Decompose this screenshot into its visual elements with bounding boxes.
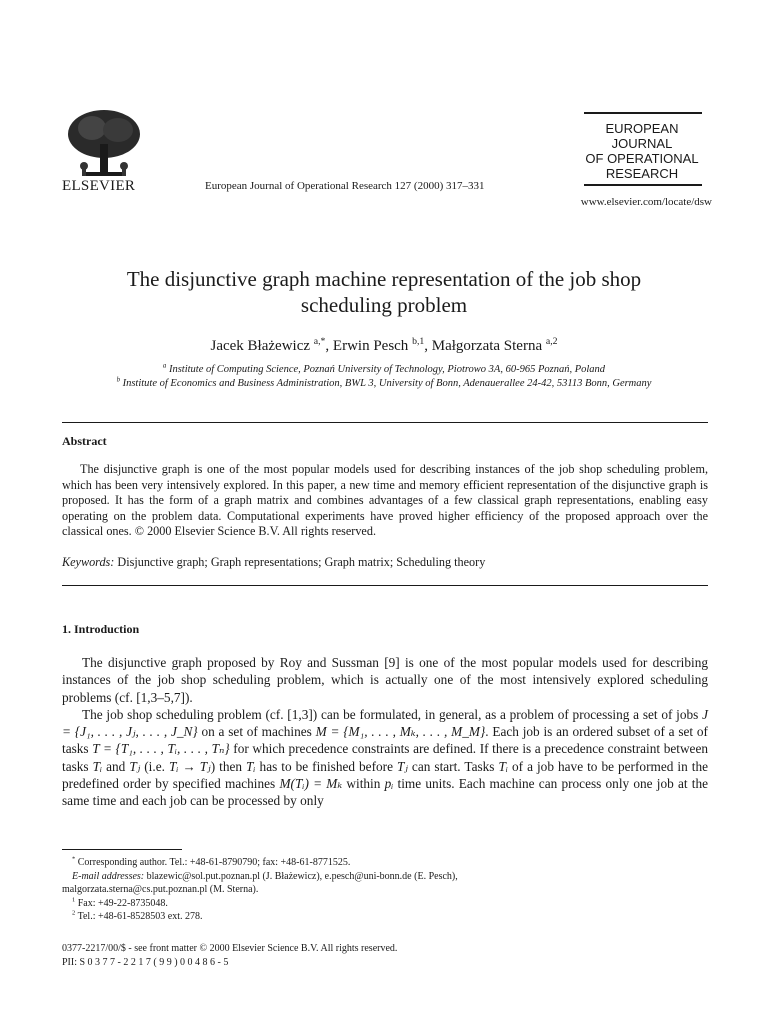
journal-logo-text — [572, 121, 712, 181]
abstract-top-rule — [62, 422, 708, 423]
publisher-name: ELSEVIER — [62, 178, 136, 194]
footnote-rule — [62, 849, 182, 850]
footnote-mark: 2 — [72, 909, 76, 917]
math-expression: Tᵢ — [498, 758, 508, 774]
journal-logo-bottom-rule — [584, 184, 702, 186]
keywords-text: Disjunctive graph; Graph representations; Graph matrix; Scheduling theory — [117, 555, 486, 569]
paper-title — [50, 266, 718, 318]
footnote — [62, 883, 708, 897]
math-expression: M = {M₁, . . . , Mₖ, . . . , M_M} — [315, 724, 486, 740]
math-expression: J = {J₁, . . . , Jⱼ, . . . , J_N} — [62, 706, 708, 740]
math-expression: Tᵢ — [92, 758, 103, 774]
math-expression: Tᵢ — [246, 758, 256, 774]
journal-logo-line: EUROPEAN — [605, 121, 679, 136]
math-expression: Tⱼ — [397, 758, 408, 774]
text-run: and — [102, 758, 130, 774]
abstract-bottom-rule — [62, 585, 708, 586]
author-affiliation-mark: a,* — [313, 336, 326, 347]
author-affiliation-mark: b,1 — [412, 336, 425, 347]
footnote-label: E-mail addresses: — [72, 870, 145, 882]
journal-logo-top-rule — [584, 112, 702, 114]
keywords-label: Keywords: — [62, 555, 115, 569]
math-expression: T = {T₁, . . . , Tᵢ, . . . , Tₙ} — [92, 741, 230, 757]
footnote — [62, 897, 708, 911]
paragraph: The disjunctive graph proposed by Roy and Sussman [9] is one of the most popular models used for describing instances of the job shop scheduling problem, which is actually one of the most intensively explored scheduling problems (cf. [1,3–5,7]). — [62, 655, 708, 705]
text-run: ) then — [210, 758, 247, 774]
affiliation-text: Institute of Economics and Business Administration, BWL 3, University of Bonn, Adenauerallee 24-42, 53113 Bonn, Germany — [122, 378, 652, 389]
affiliation-mark: a — [162, 362, 167, 370]
title-line: The disjunctive graph machine representation of the job shop — [126, 267, 642, 291]
paragraph — [62, 706, 708, 810]
elsevier-tree-logo — [62, 106, 146, 184]
text-run: (i.e. — [140, 758, 169, 774]
section-heading: 1. Introduction — [62, 622, 140, 636]
math-expression: M(Tᵢ) = Mₖ — [279, 776, 343, 792]
journal-logo-line: OF OPERATIONAL — [585, 151, 699, 166]
front-matter-info — [62, 942, 397, 970]
math-expression: pᵢ — [384, 776, 394, 792]
text-run: has to be finished before — [255, 758, 397, 774]
author-affiliation-mark: a,2 — [545, 336, 558, 347]
text-run: of a job have to be performed in the predefined order by specified machines — [62, 758, 708, 792]
footnote-mark: * — [72, 855, 76, 863]
footnote-mark: 1 — [72, 896, 76, 904]
text-run: within — [342, 776, 385, 792]
abstract-heading: Abstract — [62, 434, 107, 448]
text-run: for which precedence constraints are defined. If there is a precedence constraint between tasks — [62, 741, 708, 774]
footnote — [62, 856, 708, 870]
author-name: Erwin Pesch — [332, 338, 409, 354]
affiliation-mark: b — [116, 376, 120, 384]
affiliation-text: Institute of Computing Science, Poznań University of Technology, Piotrowo 3A, 60-965 Poznań, Poland — [168, 364, 606, 375]
footnotes — [62, 856, 708, 924]
journal-logo-line: RESEARCH — [605, 166, 679, 181]
footnote-text: Corresponding author. Tel.: +48-61-8790790; fax: +48-61-8771525. — [77, 857, 351, 868]
text-run: on a set of machines — [197, 724, 316, 740]
keywords — [62, 555, 485, 570]
text-run: . Each job is an ordered subset of a set of tasks — [62, 724, 708, 757]
text-run: The job shop scheduling problem (cf. [1,3]) can be formulated, in general, as a problem of processing a set of jobs — [82, 706, 703, 722]
author-name: Jacek Błażewicz — [210, 338, 311, 354]
footnote-text: Tel.: +48-61-8528503 ext. 278. — [77, 911, 203, 922]
text-run: time units. Each machine can process only one job at the same time and each job can be processed by only — [62, 776, 709, 809]
journal-citation: European Journal of Operational Research 127 (2000) 317–331 — [205, 180, 485, 192]
footnote-text: Fax: +49-22-8735048. — [77, 897, 168, 909]
abstract-text: The disjunctive graph is one of the most popular models used for describing instances of the job shop scheduling problem, which has been very intensively explored. In this paper, a new time and memory efficient representation of the disjunctive graph is proposed. It has the form of a graph matrix and combines advantages of a few classical graph representations, enabling easy operating on the problem data. Computational experiments have proved higher efficiency of the proposed approach over the classical ones. © 2000 Elsevier Science B.V. All rights reserved. — [62, 462, 708, 538]
author-name: Małgorzata Sterna — [431, 338, 543, 354]
footnote — [62, 910, 708, 924]
footnote-text[interactable]: blazewic@sol.put.poznan.pl (J. Błażewicz), e.pesch@uni-bonn.de (E. Pesch), — [146, 870, 458, 882]
journal-logo-line: JOURNAL — [611, 136, 673, 151]
author-list: Jacek Błażewicz $^{a,*}$, Erwin Pesch $^{b,1}$, Małgorzata Sterna $^{a,2}$ — [210, 336, 558, 354]
affiliation — [50, 364, 718, 375]
pii-line: PII: S 0 3 7 7 - 2 2 1 7 ( 9 9 ) 0 0 4 8 6 - 5 — [62, 957, 229, 968]
math-expression: Tᵢ → Tⱼ — [168, 758, 211, 774]
introduction-body — [62, 654, 708, 810]
math-expression: Tⱼ — [129, 758, 141, 774]
affiliation — [50, 378, 718, 389]
title-line: scheduling problem — [300, 293, 468, 317]
text-run: can start. Tasks — [407, 758, 499, 774]
journal-url[interactable]: www.elsevier.com/locate/dsw — [580, 196, 712, 208]
footnote-text[interactable]: malgorzata.sterna@cs.put.poznan.pl (M. Sterna). — [62, 884, 259, 895]
issn-line: 0377-2217/00/$ - see front matter © 2000 Elsevier Science B.V. All rights reserved. — [62, 943, 398, 954]
footnote — [62, 870, 708, 884]
